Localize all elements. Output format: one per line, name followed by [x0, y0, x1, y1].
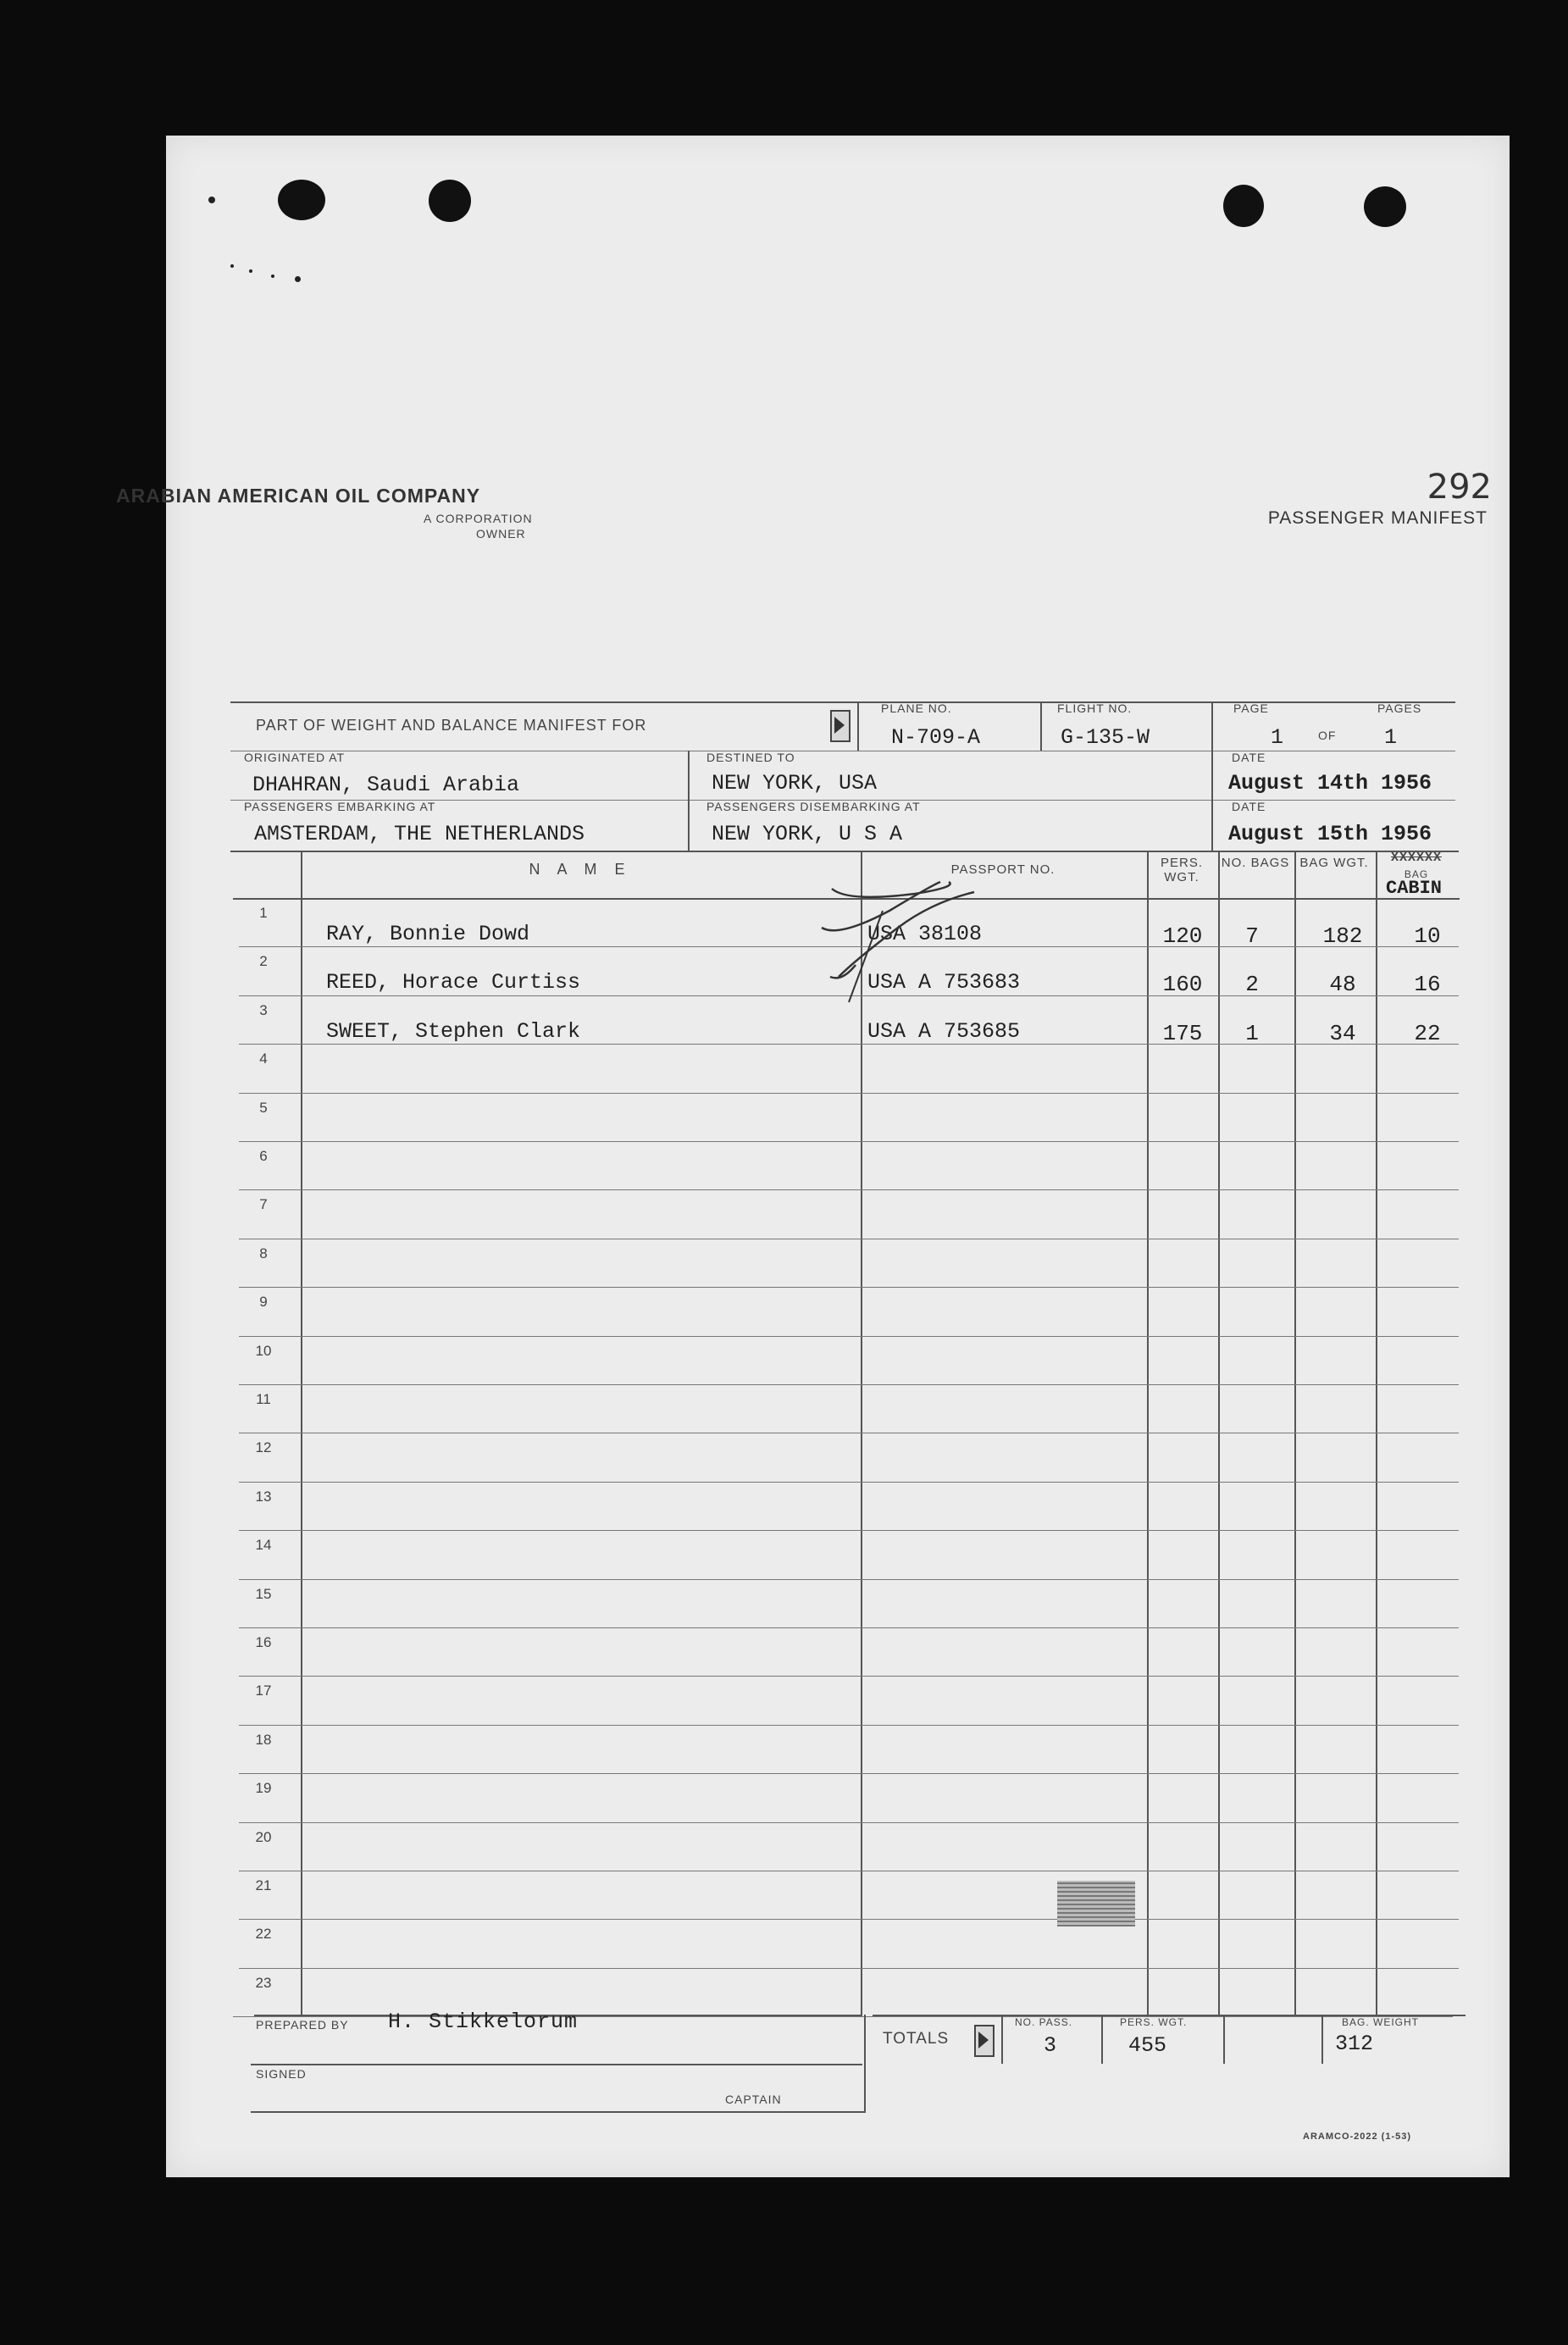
row-number: 2 — [259, 953, 268, 969]
pers-wgt-total-value: 455 — [1128, 2033, 1167, 2058]
no-pass-label: NO. PASS. — [1015, 2016, 1073, 2028]
row-number: 4 — [259, 1051, 268, 1067]
punch-hole — [429, 180, 471, 222]
company-line-corporation: A CORPORATION — [424, 512, 533, 525]
col-pers-wgt-header: PERS. WGT. — [1160, 856, 1203, 884]
cabin-cell: 22 — [1414, 1021, 1441, 1046]
destined-to-value: NEW YORK, USA — [712, 771, 878, 796]
col-bag-wgt-header: BAG WGT. — [1299, 856, 1369, 870]
signed-label: SIGNED — [256, 2067, 307, 2081]
speck — [208, 197, 215, 203]
col-passport-header: PASSPORT NO. — [950, 862, 1055, 877]
row-number: 22 — [255, 1926, 272, 1942]
passenger-name: SWEET, Stephen Clark — [326, 1019, 581, 1044]
row-rule — [239, 1189, 1459, 1190]
row-number: 19 — [255, 1780, 272, 1796]
row-number: 7 — [259, 1196, 268, 1212]
row-rule — [239, 1773, 1459, 1774]
date-label-2: DATE — [1232, 800, 1266, 813]
arrow-right-icon — [974, 2025, 995, 2057]
document-number: 292 — [1427, 468, 1492, 507]
arrow-right-icon — [830, 710, 850, 742]
bag-wgt-cell: 182 — [1322, 923, 1363, 949]
destined-to-label: DESTINED TO — [706, 751, 795, 764]
row-number: 18 — [255, 1732, 272, 1748]
punch-hole — [1364, 186, 1406, 227]
row-number: 13 — [255, 1488, 272, 1505]
row-number: 23 — [255, 1975, 272, 1991]
row-rule — [239, 1919, 1459, 1920]
page-value: 1 — [1271, 725, 1284, 750]
row-rule — [239, 1627, 1459, 1628]
blocked-cell — [1057, 1881, 1135, 1926]
row-number: 17 — [255, 1683, 272, 1699]
rule — [688, 751, 690, 851]
row-number: 1 — [259, 905, 268, 921]
col-no-bags-header: NO. BAGS — [1221, 856, 1290, 870]
col-cabin-header: CABIN — [1386, 878, 1443, 899]
row-rule — [239, 1676, 1459, 1677]
prepared-by-value: H. Stikkelorum — [388, 2010, 579, 2034]
row-rule — [239, 1482, 1459, 1483]
flight-no-label: FLIGHT NO. — [1057, 701, 1133, 715]
row-number: 12 — [255, 1439, 272, 1455]
col-name-header: N A M E — [529, 861, 632, 878]
row-number: 11 — [256, 1391, 271, 1407]
no-bags-cell: 1 — [1245, 1021, 1259, 1046]
row-number: 5 — [259, 1100, 268, 1116]
rule — [1001, 2015, 1003, 2064]
bag-wgt-cell: 34 — [1329, 1021, 1356, 1046]
handwritten-check-marks — [788, 877, 1008, 1034]
rule — [857, 701, 859, 751]
row-number: 15 — [255, 1586, 272, 1602]
embarking-label: PASSENGERS EMBARKING AT — [244, 800, 436, 813]
punch-hole — [1223, 185, 1264, 227]
embarking-value: AMSTERDAM, THE NETHERLANDS — [254, 822, 585, 846]
row-rule — [239, 1141, 1459, 1142]
row-number: 6 — [259, 1148, 268, 1164]
row-rule — [239, 1530, 1459, 1531]
bag-wgt-cell: 48 — [1329, 972, 1356, 997]
row-rule — [239, 1725, 1459, 1726]
row-rule — [239, 1287, 1459, 1288]
row-rule — [239, 1579, 1459, 1580]
row-rule — [239, 1384, 1459, 1385]
row-number: 21 — [255, 1877, 272, 1893]
flight-no-value: G-135-W — [1061, 725, 1150, 750]
of-label: OF — [1318, 729, 1337, 742]
rule — [864, 2015, 866, 2113]
originated-at-label: ORIGINATED AT — [244, 751, 346, 764]
col-struck-header: XXXXXX — [1390, 851, 1442, 865]
cabin-cell: 10 — [1414, 923, 1441, 949]
no-pass-value: 3 — [1044, 2033, 1057, 2058]
row-rule — [239, 1968, 1459, 1969]
row-rule — [239, 1093, 1459, 1094]
row-number: 20 — [255, 1829, 272, 1845]
date-2-value: August 15th 1956 — [1228, 822, 1432, 846]
pages-label: PAGES — [1377, 701, 1422, 715]
date-1-value: August 14th 1956 — [1228, 771, 1432, 796]
bag-weight-value: 312 — [1335, 2032, 1374, 2056]
speck — [295, 276, 301, 282]
speck — [230, 264, 234, 268]
bag-weight-label: BAG. WEIGHT — [1342, 2016, 1420, 2028]
speck — [271, 274, 274, 278]
pers-wgt-cell: 120 — [1162, 923, 1203, 949]
col-bag-label: BAG — [1404, 868, 1429, 880]
row-number: 8 — [259, 1245, 268, 1261]
passenger-name: REED, Horace Curtiss — [326, 970, 581, 995]
cabin-cell: 16 — [1414, 972, 1441, 997]
passport-number: USA A 753683 — [867, 970, 1021, 995]
date-label-1: DATE — [1232, 751, 1266, 764]
rule — [1223, 2015, 1225, 2064]
originated-at-value: DHAHRAN, Saudi Arabia — [252, 773, 520, 797]
row-rule — [239, 1822, 1459, 1823]
rule — [251, 2111, 864, 2113]
plane-no-label: PLANE NO. — [881, 701, 952, 715]
prepared-by-label: PREPARED BY — [256, 2018, 349, 2032]
pages-value: 1 — [1384, 725, 1398, 750]
company-line-owner: OWNER — [476, 527, 526, 541]
form-code: ARAMCO-2022 (1-53) — [1303, 2132, 1412, 2142]
row-number: 16 — [255, 1634, 272, 1650]
row-rule — [239, 1336, 1459, 1337]
pers-wgt-total-label: PERS. WGT. — [1120, 2016, 1188, 2028]
form-title: PASSENGER MANIFEST — [1267, 508, 1488, 528]
row-number: 3 — [259, 1002, 268, 1018]
disembarking-label: PASSENGERS DISEMBARKING AT — [706, 800, 921, 813]
rule — [1040, 701, 1042, 751]
row-number: 10 — [255, 1343, 272, 1359]
passenger-name: RAY, Bonnie Dowd — [326, 922, 530, 946]
no-bags-cell: 2 — [1245, 972, 1259, 997]
row-number: 9 — [259, 1294, 268, 1310]
plane-no-value: N-709-A — [891, 725, 981, 750]
rule — [230, 701, 1455, 703]
rule — [1211, 701, 1213, 851]
rule — [251, 2064, 862, 2065]
page-label: PAGE — [1233, 701, 1269, 715]
totals-label: TOTALS — [883, 2030, 950, 2048]
row-number: 14 — [255, 1537, 272, 1553]
rule — [230, 851, 1459, 852]
no-bags-cell: 7 — [1245, 923, 1259, 949]
column-rule — [301, 851, 302, 2016]
pers-wgt-cell: 175 — [1162, 1021, 1203, 1046]
company-name: ARABIAN AMERICAN OIL COMPANY — [116, 485, 481, 507]
passport-number: USA 38108 — [867, 922, 983, 946]
punch-hole — [278, 180, 325, 220]
captain-label: CAPTAIN — [725, 2093, 782, 2106]
speck — [249, 269, 252, 273]
part-of-label: PART OF WEIGHT AND BALANCE MANIFEST FOR — [256, 717, 647, 734]
rule — [1101, 2015, 1103, 2064]
disembarking-value: NEW YORK, U S A — [712, 822, 903, 846]
pers-wgt-cell: 160 — [1162, 972, 1203, 997]
passport-number: USA A 753685 — [867, 1019, 1021, 1044]
rule — [1321, 2015, 1323, 2064]
